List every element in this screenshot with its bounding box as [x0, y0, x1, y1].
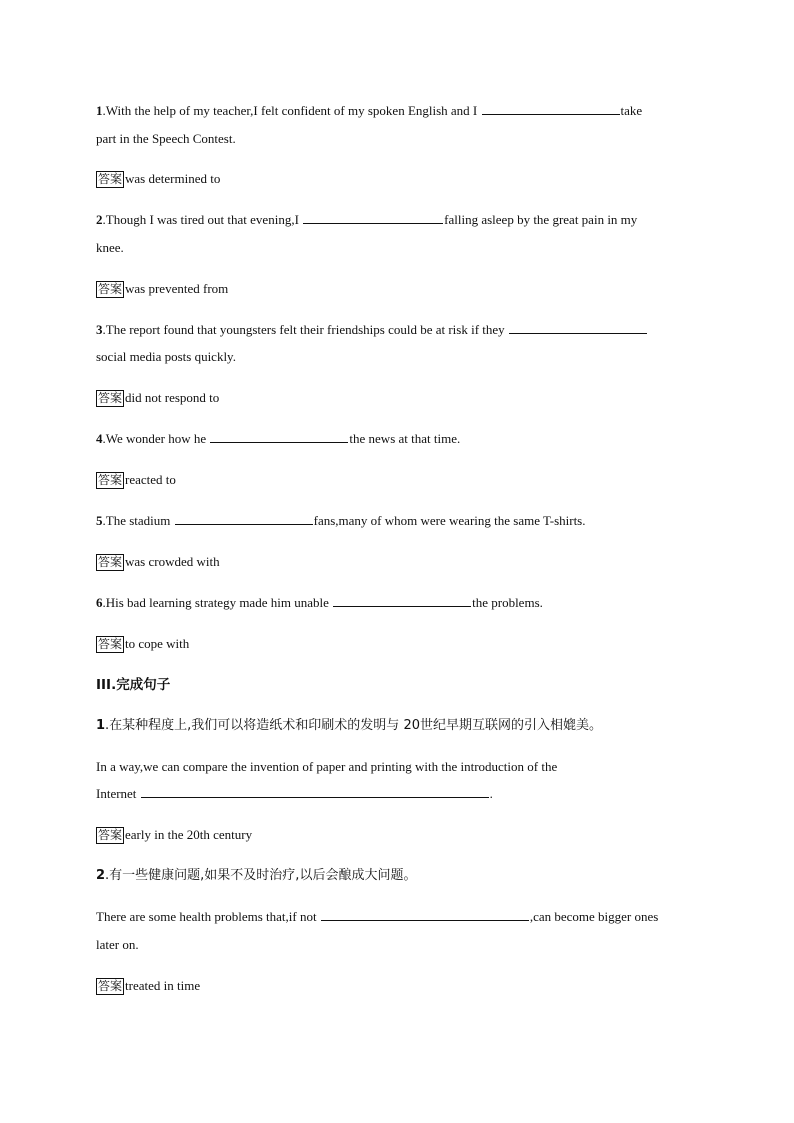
section-3-item-1-line2: [96, 785, 493, 803]
question-6-line1: [96, 594, 543, 612]
question-text-after: falling asleep by the great pain in my: [444, 212, 638, 227]
question-1-line1: [96, 102, 642, 120]
item-number: 1: [96, 718, 106, 733]
section-3-item-1-answer: [96, 826, 252, 844]
answer-badge: 答案: [98, 828, 123, 842]
answer-badge: 答案: [98, 282, 123, 296]
question-number: 5: [96, 513, 103, 528]
item-text: Internet: [96, 786, 140, 801]
question-text-after: the news at that time.: [349, 431, 461, 446]
question-number: 2: [96, 212, 103, 227]
answer-badge: 答案: [98, 391, 123, 405]
section-3-item-1-prompt: [96, 717, 602, 735]
answer-badge: 答案: [98, 637, 123, 651]
question-5-line1: [96, 512, 586, 530]
answer-text: early in the 20th century: [125, 827, 253, 842]
chinese-prompt: .有一些健康问题,如果不及时治疗,以后会酿成大问题。: [105, 868, 417, 883]
question-3-line1: [96, 321, 648, 339]
answer-text: did not respond to: [125, 390, 220, 405]
question-text: .The report found that youngsters felt their friendships could be at risk if they: [102, 322, 508, 337]
question-text-after: take: [620, 103, 643, 118]
question-1-answer: [96, 170, 220, 188]
section-3-heading: III.完成句子: [96, 677, 171, 693]
question-number: 4: [96, 431, 103, 446]
section-3-item-1-line1: In a way,we can compare the invention of paper and printing with the introduction of the: [96, 759, 558, 774]
answer-text: was crowded with: [125, 554, 220, 569]
answer-blank: [333, 594, 471, 607]
question-text: .We wonder how he: [102, 431, 210, 446]
section-3-item-2-line1: [96, 908, 658, 926]
question-number: 1: [96, 103, 103, 118]
question-5-answer: [96, 553, 220, 571]
answer-blank: [175, 512, 313, 525]
item-text-after: ,can become bigger ones: [529, 909, 659, 924]
chinese-prompt: .在某种程度上,我们可以将造纸术和印刷术的发明与 20世纪早期互联网的引入相媲美。: [105, 718, 602, 733]
answer-text: was prevented from: [125, 281, 229, 296]
answer-blank: [482, 102, 620, 115]
question-number: 3: [96, 322, 103, 337]
question-text: .The stadium: [102, 513, 174, 528]
section-3-item-2-line2: later on.: [96, 937, 139, 952]
answer-badge: 答案: [98, 555, 123, 569]
answer-blank: [321, 908, 529, 921]
question-text-after: the problems.: [472, 595, 543, 610]
question-number: 6: [96, 595, 103, 610]
item-number: 2: [96, 868, 106, 883]
question-3-answer: [96, 389, 219, 407]
answer-badge: 答案: [98, 473, 123, 487]
question-2-answer: [96, 280, 228, 298]
question-3-line2: social media posts quickly.: [96, 349, 236, 364]
question-4-line1: [96, 430, 460, 448]
question-4-answer: [96, 471, 176, 489]
item-text-after: .: [489, 786, 493, 801]
question-text-after: fans,many of whom were wearing the same T-shirts.: [313, 513, 586, 528]
item-text: There are some health problems that,if not: [96, 909, 320, 924]
question-text: .With the help of my teacher,I felt confident of my spoken English and I: [102, 103, 481, 118]
answer-badge: 答案: [98, 172, 123, 186]
answer-blank: [303, 211, 443, 224]
question-text: .Though I was tired out that evening,I: [102, 212, 303, 227]
answer-blank: [509, 321, 647, 334]
question-2-line2: knee.: [96, 240, 124, 255]
answer-text: treated in time: [125, 978, 201, 993]
question-6-answer: [96, 635, 189, 653]
answer-badge: 答案: [98, 979, 123, 993]
section-3-item-2-answer: [96, 977, 200, 995]
answer-text: reacted to: [125, 472, 176, 487]
answer-blank: [141, 785, 489, 798]
answer-text: to cope with: [125, 636, 190, 651]
question-text: .His bad learning strategy made him unable: [102, 595, 333, 610]
question-1-line2: part in the Speech Contest.: [96, 131, 236, 146]
question-2-line1: [96, 211, 637, 229]
answer-text: was determined to: [125, 171, 221, 186]
answer-blank: [210, 430, 348, 443]
section-3-item-2-prompt: [96, 867, 416, 885]
